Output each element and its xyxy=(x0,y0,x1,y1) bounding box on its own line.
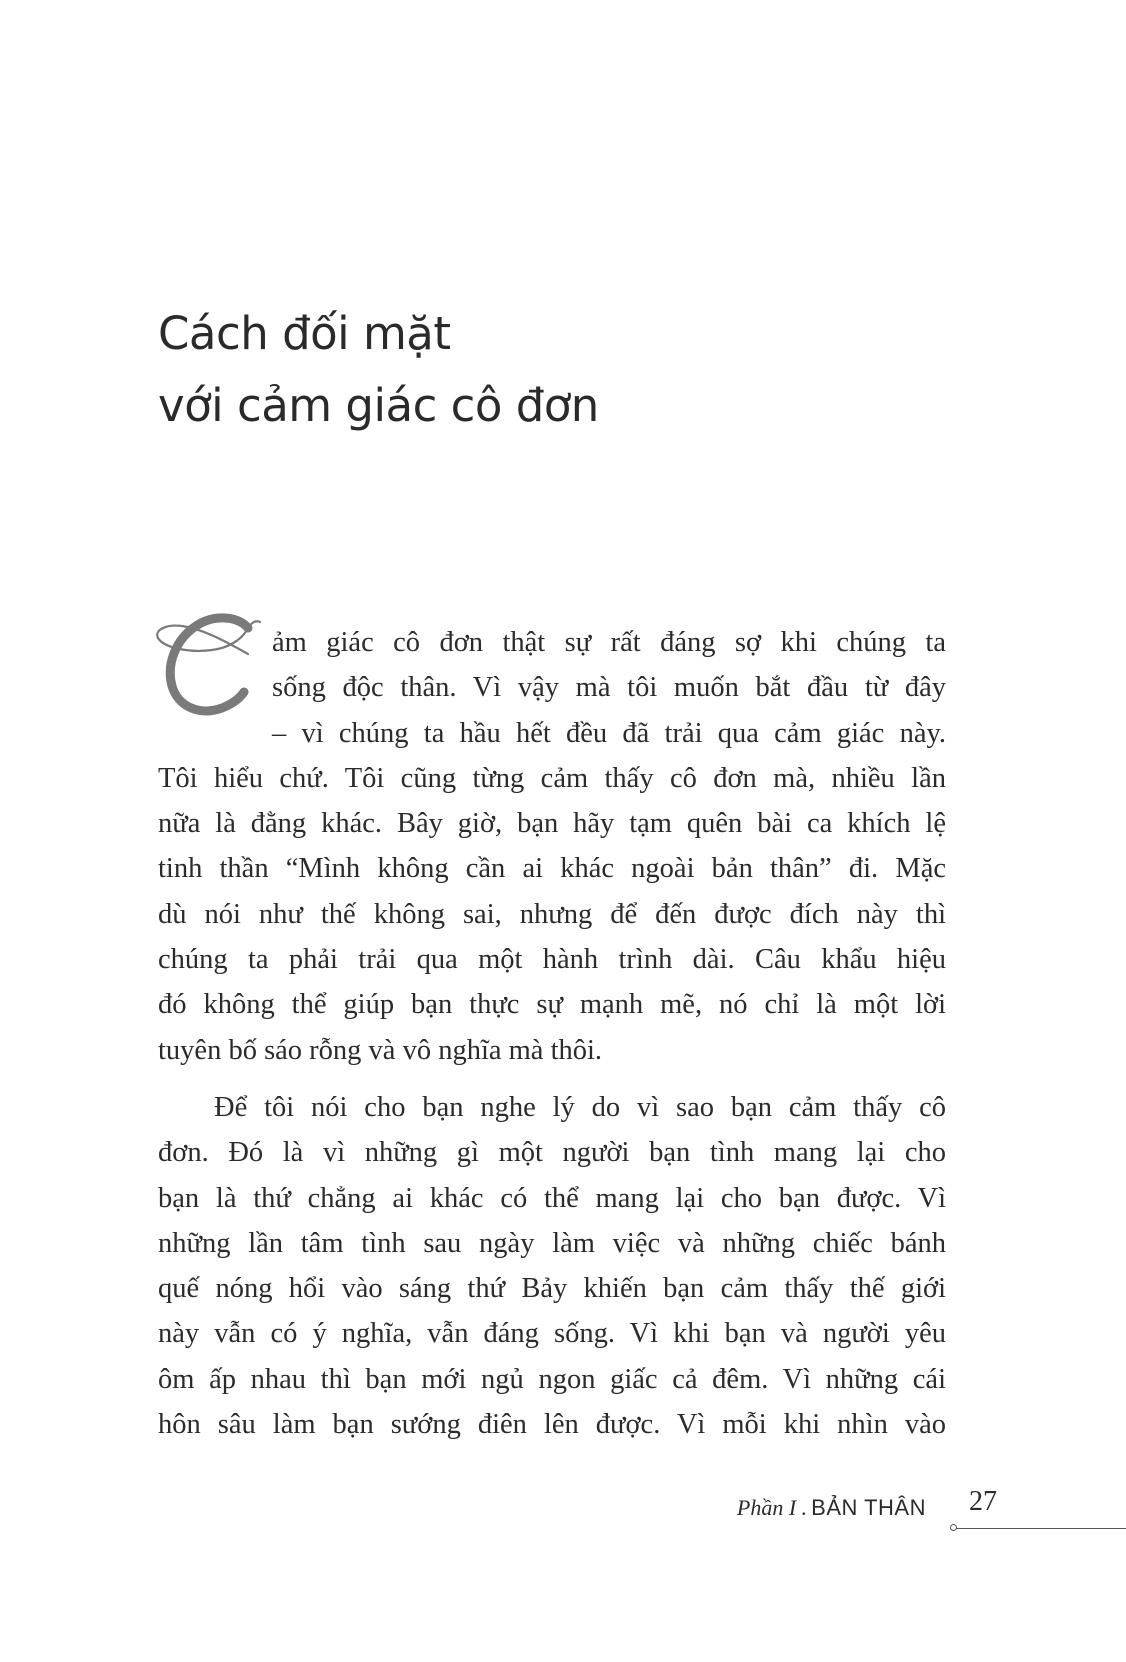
paragraph-1 xyxy=(158,620,946,1073)
chapter-title-line-2: với cảm giác cô đơn xyxy=(158,379,599,432)
paragraph-line: sống độc thân. Vì vậy mà tôi muốn bắt đầu từ đây xyxy=(272,672,946,704)
paragraph-line: hôn sâu làm bạn sướng điên lên được. Vì mỗi khi nhìn vào xyxy=(158,1409,946,1441)
paragraph-line: này vẫn có ý nghĩa, vẫn đáng sống. Vì khi bạn và người yêu xyxy=(158,1318,946,1350)
page-number: 27 xyxy=(969,1486,997,1517)
paragraph-line: những lần tâm tình sau ngày làm việc và những chiếc bánh xyxy=(158,1227,946,1259)
chapter-title-line-1: Cách đối mặt xyxy=(158,307,451,360)
paragraph-line: ảm giác cô đơn thật sự rất đáng sợ khi chúng ta xyxy=(272,627,946,658)
paragraph-line: bạn là thứ chẳng ai khác có thể mang lại cho bạn được. Vì xyxy=(158,1182,946,1214)
drop-cap xyxy=(152,608,270,726)
paragraph-line: quế nóng hổi vào sáng thứ Bảy khiến bạn cảm thấy thế giới xyxy=(158,1273,946,1305)
footer-part-label: Phần I . xyxy=(736,1495,808,1520)
footer-rule-dot xyxy=(950,1524,957,1531)
chapter-title xyxy=(158,298,599,442)
paragraph-line: Tôi hiểu chứ. Tôi cũng từng cảm thấy cô đơn mà, nhiều lần xyxy=(158,762,946,794)
body-text xyxy=(158,620,946,1447)
footer-rule xyxy=(955,1528,1126,1529)
paragraph-line: – vì chúng ta hầu hết đều đã trải qua cảm giác này. xyxy=(272,717,946,749)
paragraph-line: nữa là đằng khác. Bây giờ, bạn hãy tạm quên bài ca khích lệ xyxy=(158,808,946,840)
paragraph-line: Để tôi nói cho bạn nghe lý do vì sao bạn cảm thấy cô xyxy=(214,1091,946,1123)
paragraph-line: đơn. Đó là vì những gì một người bạn tình mang lại cho xyxy=(158,1137,946,1169)
paragraph-line: chúng ta phải trải qua một hành trình dài. Câu khẩu hiệu xyxy=(158,944,946,976)
footer-section-label: BẢN THÂN xyxy=(811,1495,926,1520)
paragraph-line: tuyên bố sáo rỗng và vô nghĩa mà thôi. xyxy=(158,1034,603,1066)
paragraph-line: tinh thần “Mình không cần ai khác ngoài bản thân” đi. Mặc xyxy=(158,853,946,885)
paragraph-line: dù nói như thế không sai, nhưng để đến được đích này thì xyxy=(158,898,946,930)
running-footer xyxy=(737,1495,926,1521)
paragraph-line: ôm ấp nhau thì bạn mới ngủ ngon giấc cả đêm. Vì những cái xyxy=(158,1363,946,1395)
paragraph-2 xyxy=(158,1085,946,1447)
paragraph-line: đó không thể giúp bạn thực sự mạnh mẽ, nó chỉ là một lời xyxy=(158,989,946,1021)
